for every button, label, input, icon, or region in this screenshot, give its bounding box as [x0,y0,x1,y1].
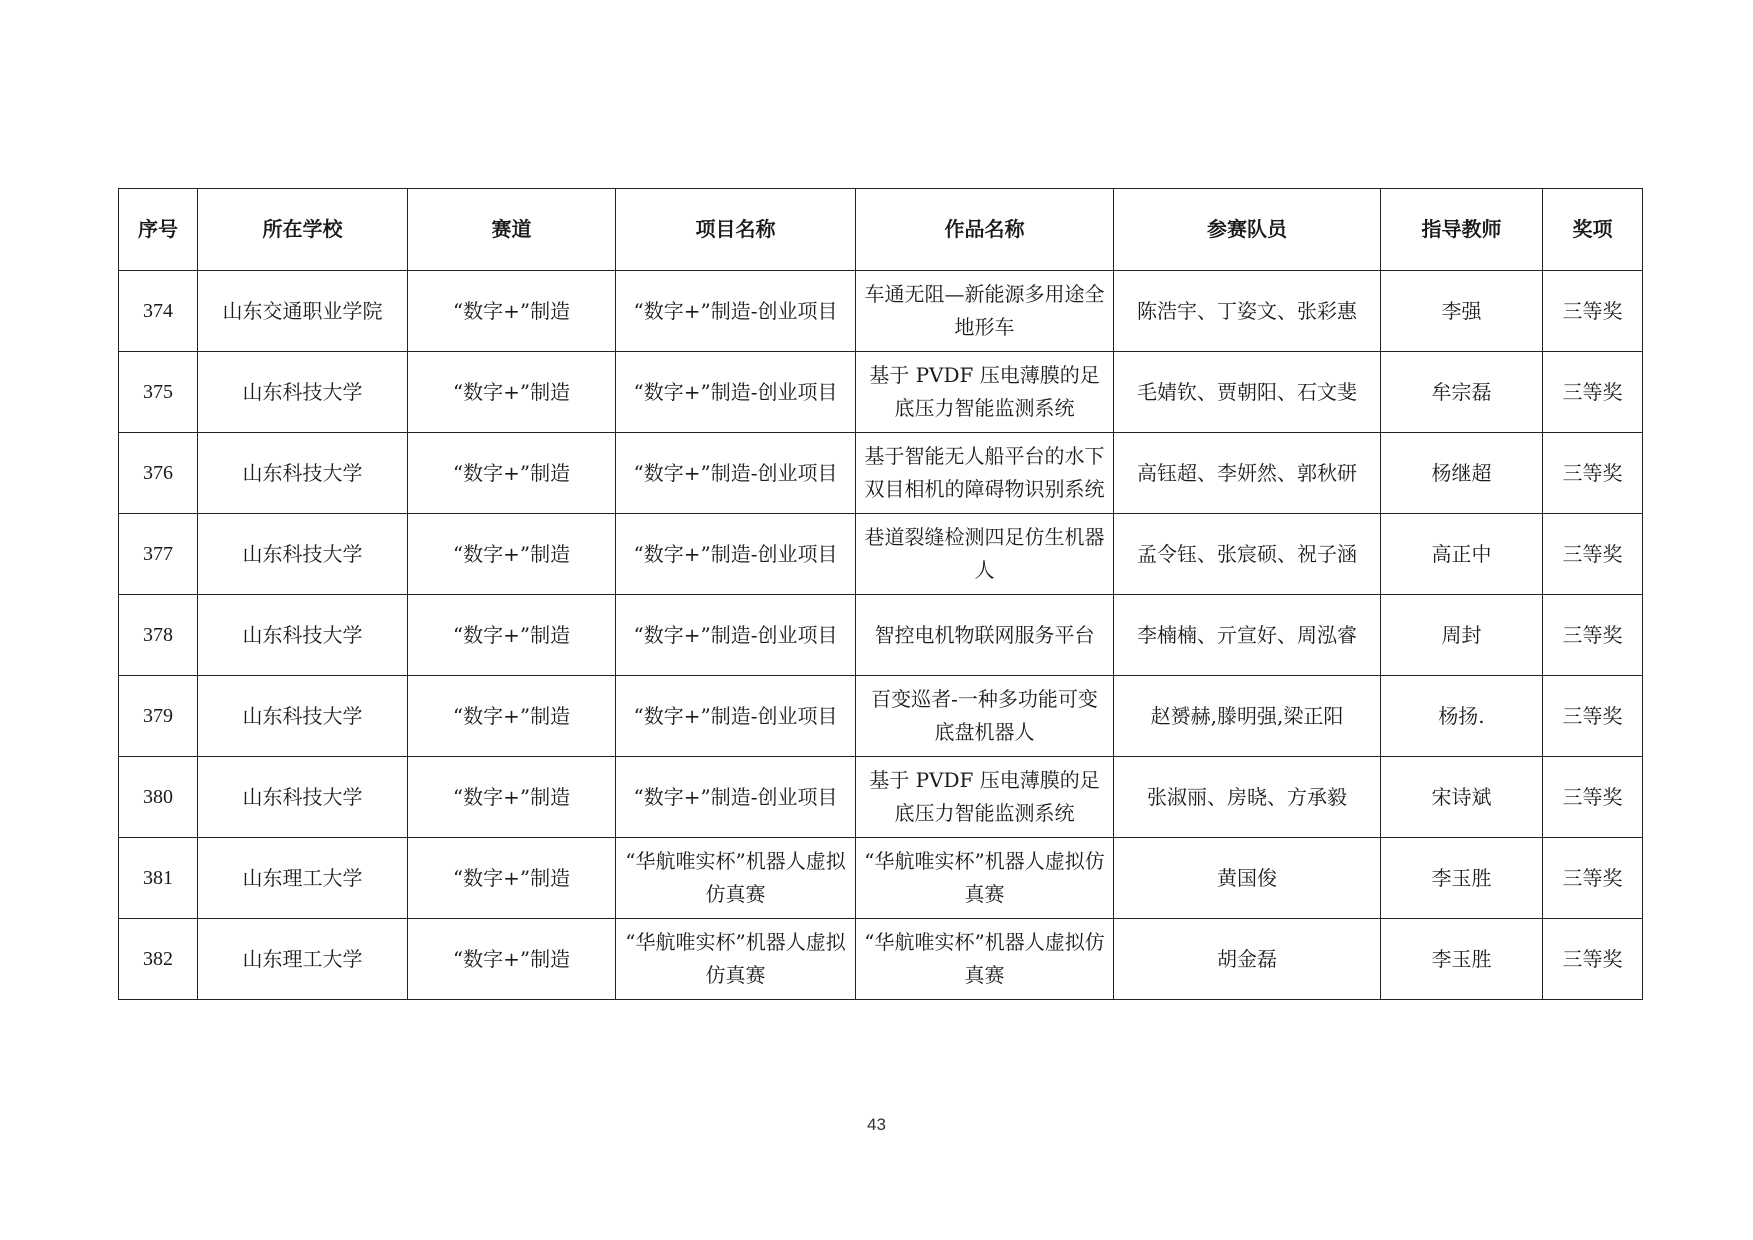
cell-team-members: 李楠楠、亓宣好、周泓睿 [1114,595,1381,676]
cell-work-name: “华航唯实杯”机器人虚拟仿真赛 [856,919,1114,1000]
cell-team-members: 毛婧钦、贾朝阳、石文斐 [1114,352,1381,433]
cell-school: 山东科技大学 [198,595,408,676]
cell-track: “数字+”制造 [408,352,616,433]
header-track: 赛道 [408,189,616,271]
cell-award: 三等奖 [1543,757,1643,838]
cell-index: 378 [119,595,198,676]
table-row [119,838,1643,919]
cell-school: 山东科技大学 [198,676,408,757]
cell-index: 376 [119,433,198,514]
cell-project-name: “数字+”制造-创业项目 [616,352,856,433]
header-work-name: 作品名称 [856,189,1114,271]
cell-index: 380 [119,757,198,838]
cell-team-members: 胡金磊 [1114,919,1381,1000]
cell-work-name: 百变巡者-一种多功能可变底盘机器人 [856,676,1114,757]
cell-team-members: 黄国俊 [1114,838,1381,919]
cell-award: 三等奖 [1543,433,1643,514]
cell-work-name: 车通无阻—新能源多用途全地形车 [856,271,1114,352]
table-row [119,595,1643,676]
header-index: 序号 [119,189,198,271]
cell-school: 山东理工大学 [198,919,408,1000]
cell-advisor: 高正中 [1381,514,1543,595]
page-number: 43 [867,1115,886,1134]
cell-project-name: “华航唯实杯”机器人虚拟仿真赛 [616,919,856,1000]
cell-award: 三等奖 [1543,595,1643,676]
cell-award: 三等奖 [1543,676,1643,757]
cell-work-name: 基于 PVDF 压电薄膜的足底压力智能监测系统 [856,757,1114,838]
cell-school: 山东科技大学 [198,352,408,433]
cell-index: 382 [119,919,198,1000]
cell-school: 山东交通职业学院 [198,271,408,352]
cell-team-members: 高钰超、李妍然、郭秋研 [1114,433,1381,514]
cell-track: “数字+”制造 [408,595,616,676]
cell-track: “数字+”制造 [408,757,616,838]
cell-track: “数字+”制造 [408,433,616,514]
cell-school: 山东科技大学 [198,757,408,838]
cell-work-name: 基于 PVDF 压电薄膜的足底压力智能监测系统 [856,352,1114,433]
cell-advisor: 周封 [1381,595,1543,676]
header-team-members: 参赛队员 [1114,189,1381,271]
cell-work-name: 智控电机物联网服务平台 [856,595,1114,676]
cell-index: 381 [119,838,198,919]
cell-project-name: “数字+”制造-创业项目 [616,514,856,595]
cell-work-name: 基于智能无人船平台的水下双目相机的障碍物识别系统 [856,433,1114,514]
table-row [119,433,1643,514]
header-school: 所在学校 [198,189,408,271]
header-award: 奖项 [1543,189,1643,271]
cell-project-name: “数字+”制造-创业项目 [616,757,856,838]
table-row [119,676,1643,757]
cell-award: 三等奖 [1543,271,1643,352]
cell-advisor: 杨扬. [1381,676,1543,757]
cell-award: 三等奖 [1543,514,1643,595]
header-row [119,189,1643,271]
cell-advisor: 杨继超 [1381,433,1543,514]
cell-project-name: “华航唯实杯”机器人虚拟仿真赛 [616,838,856,919]
table-row [119,271,1643,352]
table-row [119,514,1643,595]
cell-index: 375 [119,352,198,433]
table-row [119,919,1643,1000]
cell-index: 374 [119,271,198,352]
cell-track: “数字+”制造 [408,514,616,595]
table-body [119,271,1643,1000]
cell-school: 山东理工大学 [198,838,408,919]
cell-team-members: 赵赟赫,滕明强,梁正阳 [1114,676,1381,757]
cell-project-name: “数字+”制造-创业项目 [616,595,856,676]
cell-track: “数字+”制造 [408,838,616,919]
cell-project-name: “数字+”制造-创业项目 [616,271,856,352]
cell-team-members: 孟令钰、张宸硕、祝子涵 [1114,514,1381,595]
cell-index: 377 [119,514,198,595]
cell-school: 山东科技大学 [198,433,408,514]
cell-advisor: 牟宗磊 [1381,352,1543,433]
cell-school: 山东科技大学 [198,514,408,595]
cell-award: 三等奖 [1543,352,1643,433]
header-project-name: 项目名称 [616,189,856,271]
cell-index: 379 [119,676,198,757]
cell-award: 三等奖 [1543,919,1643,1000]
table-row [119,757,1643,838]
cell-track: “数字+”制造 [408,271,616,352]
cell-work-name: “华航唯实杯”机器人虚拟仿真赛 [856,838,1114,919]
cell-advisor: 李玉胜 [1381,838,1543,919]
cell-advisor: 宋诗斌 [1381,757,1543,838]
cell-advisor: 李玉胜 [1381,919,1543,1000]
cell-track: “数字+”制造 [408,676,616,757]
cell-team-members: 陈浩宇、丁姿文、张彩惠 [1114,271,1381,352]
cell-work-name: 巷道裂缝检测四足仿生机器人 [856,514,1114,595]
cell-project-name: “数字+”制造-创业项目 [616,433,856,514]
cell-award: 三等奖 [1543,838,1643,919]
cell-team-members: 张淑丽、房晓、方承毅 [1114,757,1381,838]
cell-advisor: 李强 [1381,271,1543,352]
cell-project-name: “数字+”制造-创业项目 [616,676,856,757]
header-advisor: 指导教师 [1381,189,1543,271]
table-row [119,352,1643,433]
cell-track: “数字+”制造 [408,919,616,1000]
award-table [118,188,1643,1000]
